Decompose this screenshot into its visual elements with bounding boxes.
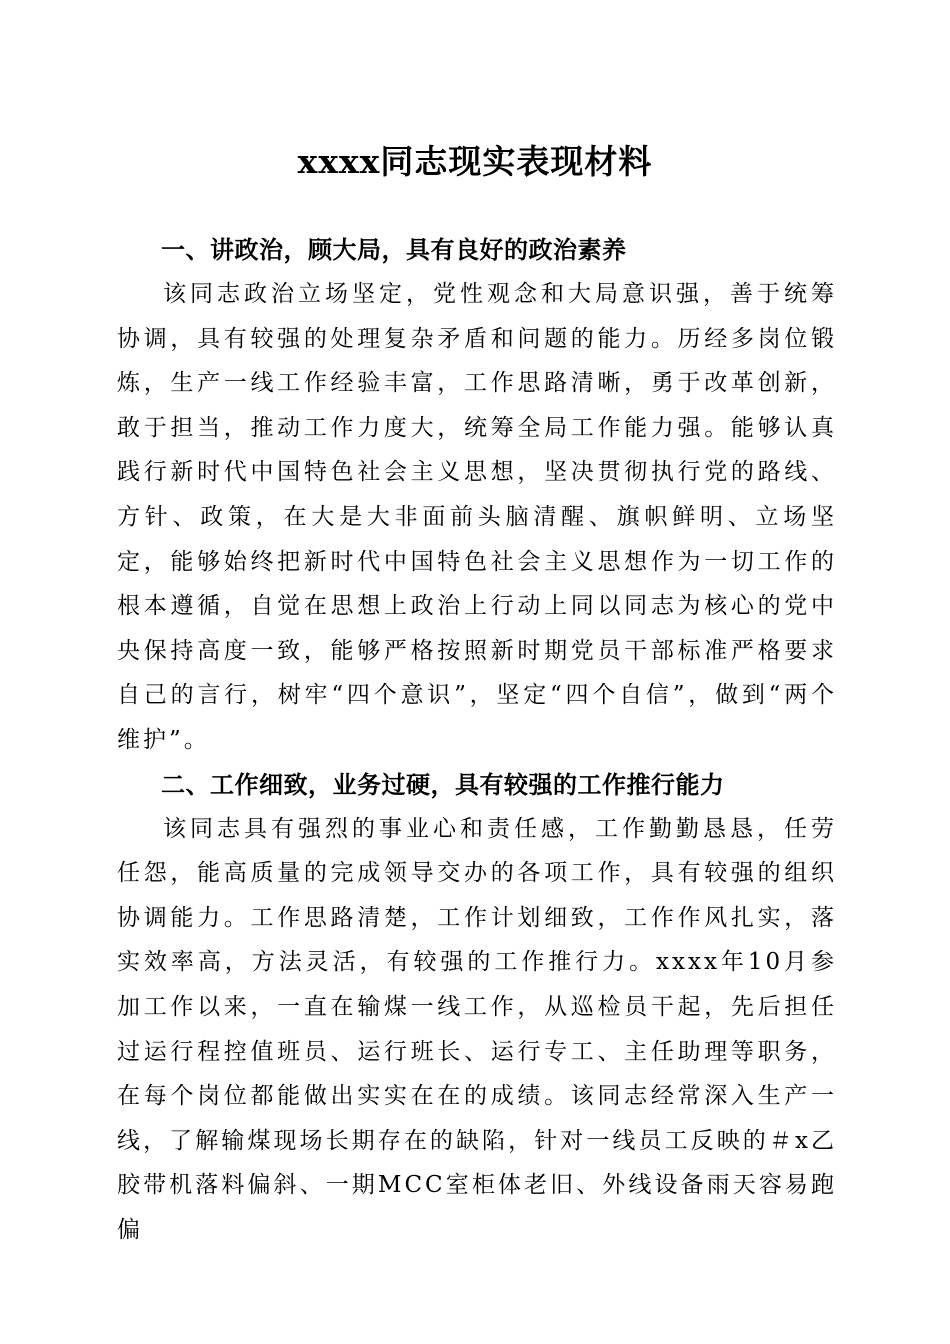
section-paragraph-2: 该同志具有强烈的事业心和责任感，工作勤勤恳恳，任劳任怨，能高质量的完成领导交办的各项工作，具有较强的组织协调能力。工作思路清楚，工作计划细致，工作作风扎实，落实效率高，方法灵活，有较强的工作推行力。xxxx年10月参加工作以来，一直在输煤一线工作，从巡检员干起，先后担任过运行程控值班员、运行班长、运行专工、主任助理等职务，在每个岗位都能做出实实在在的成绩。该同志经常深入生产一线，了解输煤现场长期存在的缺陷，针对一线员工反映的＃x乙胶带机落料偏斜、一期MCC室柜体老旧、外线设备雨天容易跑偏 [117,815,837,1243]
section-paragraph-1: 该同志政治立场坚定，党性观念和大局意识强，善于统筹协调，具有较强的处理复杂矛盾和问题的能力。历经多岗位锻炼，生产一线工作经验丰富，工作思路清晰，勇于改革创新，敢于担当，推动工作力度大，统筹全局工作能力强。能够认真践行新时代中国特色社会主义思想，坚决贯彻执行党的路线、方针、政策，在大是大非面前头脑清醒、旗帜鲜明、立场坚定，能够始终把新时代中国特色社会主义思想作为一切工作的根本遵循，自觉在思想上政治上行动上同以同志为核心的党中央保持高度一致，能够严格按照新时期党员干部标准严格要求自己的言行，树牢“四个意识”，坚定“四个自信”，做到“两个维护”。 [117,281,837,753]
document-title: xxxx同志现实表现材料 [297,142,653,181]
section-heading-2: 二、工作细致，业务过硬，具有较强的工作推行能力 [161,770,725,799]
document-body [117,228,837,1252]
section-heading-1: 一、讲政治，顾大局，具有良好的政治素养 [161,236,627,264]
